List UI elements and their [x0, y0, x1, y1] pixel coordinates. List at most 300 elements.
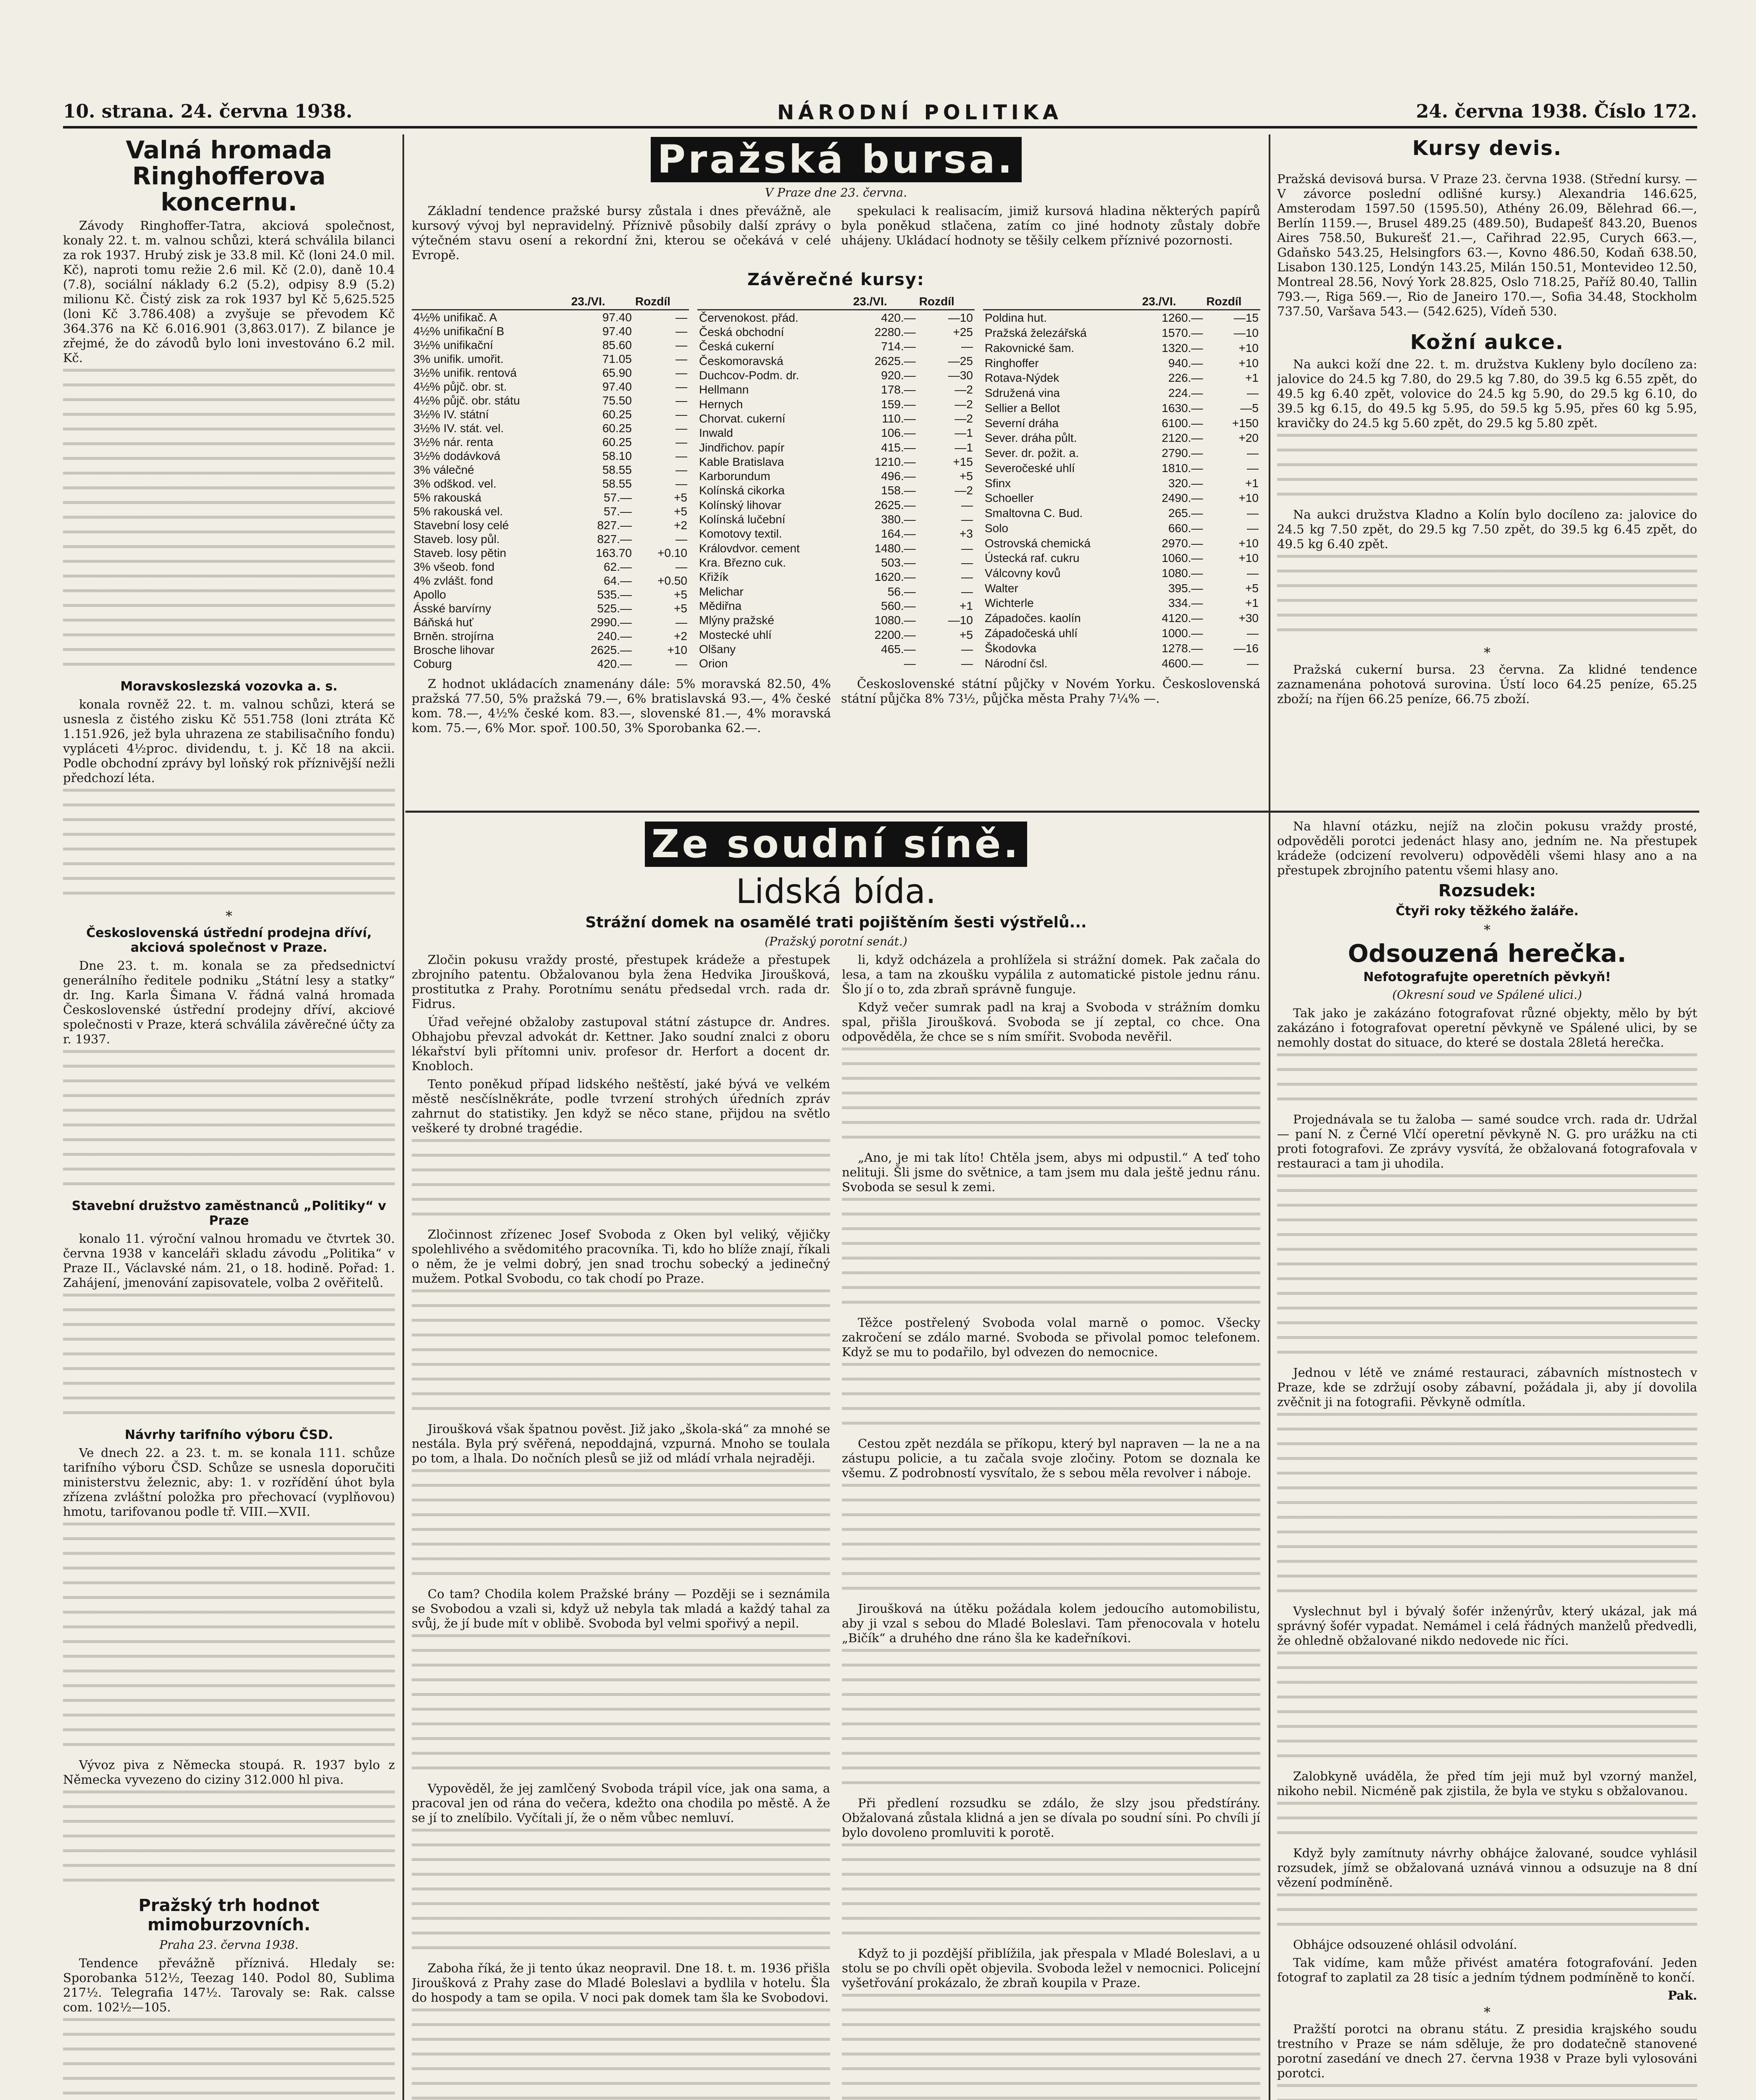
security-name: Sever. dr. požit. a.	[985, 446, 1079, 460]
security-name: Sever. dráha půlt.	[985, 431, 1077, 445]
masthead	[63, 101, 1697, 129]
quote-row	[983, 460, 1260, 475]
quote-row	[412, 615, 689, 629]
security-change: —	[676, 436, 687, 449]
security-price: 465.—	[881, 642, 916, 656]
quote-row	[697, 310, 975, 325]
security-price: 56.—	[887, 585, 916, 598]
security-change: —	[961, 541, 973, 555]
quote-row	[412, 463, 689, 477]
quote-row	[412, 518, 689, 532]
security-name: Walter	[985, 581, 1018, 595]
security-price: 97.40	[602, 311, 632, 324]
security-change: +10	[1238, 341, 1259, 354]
security-price: 714.—	[881, 340, 916, 353]
court-text: Cestou zpět nezdála se příkopu, který byl napraven — la ne a na zástupu policie, a tu začala svoje zločiny. Potom se doznala ke všemu. Z podrobností vysvítalo, že s sebou měla revolver i náboje.	[842, 1436, 1260, 1480]
security-name: 3½% unifikační	[413, 339, 493, 352]
quote-row	[697, 426, 975, 440]
security-name: Královdvor. cement	[699, 541, 800, 555]
article-text-lines	[1277, 1174, 1697, 1365]
quote-row	[983, 446, 1260, 461]
security-change: +150	[1232, 416, 1259, 430]
security-price: 1210.—	[874, 455, 916, 468]
security-change: —	[676, 616, 687, 629]
security-name: 5% rakouská	[413, 491, 481, 504]
herecka-text: Zalobkyně uváděla, že před tím jeji muž byl vzorný manžel, nikoho nebil. Nicméně pak zjistila, že byla ve styku s obžalovanou.	[1277, 1769, 1697, 1798]
article-text-lines	[1277, 555, 1697, 643]
security-name: Komotovy textil.	[699, 527, 782, 541]
security-price: 159.—	[881, 397, 916, 411]
security-name: Poldina hut.	[985, 311, 1047, 325]
vyvoz-text: Vývoz piva z Německa stoupá. R. 1937 bylo z Německa vyvezeno do ciziny 312.000 hl piva.	[63, 1758, 395, 1787]
security-name: Wichterle	[985, 596, 1034, 610]
druzstvo-heading: Stavební družstvo zaměstnanců „Politiky“ v Praze	[71, 1199, 386, 1228]
quotes-table-2	[697, 294, 975, 671]
cukr-text: Pražská cukerní bursa. 23 června. Za klidné tendence zaznamenána pohotová surovina. Ústí loco 64.25 peníze, 65.25 zboží; na říjen 66.25 peníze, 66.75 zboží.	[1277, 662, 1697, 706]
quote-row	[983, 536, 1260, 551]
moravska-heading: Moravskoslezská vozovka a. s.	[120, 679, 338, 694]
security-price: 2625.—	[874, 498, 916, 512]
quote-row	[983, 326, 1260, 341]
security-change: —	[961, 340, 973, 353]
security-change: +1	[1245, 476, 1259, 490]
quote-row	[983, 506, 1260, 521]
quote-row	[412, 310, 689, 325]
security-price: 2200.—	[874, 628, 916, 641]
article-text-lines	[412, 1289, 830, 1422]
security-change: —	[676, 560, 687, 573]
security-name: Brosche lihovar	[413, 643, 494, 656]
praha-trh-dateline: Praha 23. června 1938.	[159, 1938, 299, 1952]
security-name: 3½% unifik. rentová	[413, 366, 517, 379]
quote-row	[983, 386, 1260, 401]
security-name: Národní čsl.	[985, 656, 1048, 670]
security-price: 827.—	[597, 519, 632, 532]
security-name: 3½% IV. státní	[413, 408, 489, 421]
security-price: 4120.—	[1162, 612, 1203, 625]
quote-row	[697, 383, 975, 397]
quote-row	[983, 566, 1260, 581]
article-text-lines	[63, 369, 395, 677]
security-change: —	[1247, 446, 1259, 460]
court-section	[412, 819, 1260, 2100]
quote-row	[697, 454, 975, 469]
security-change: +5	[959, 628, 973, 641]
security-price: 380.—	[881, 513, 916, 526]
close-heading: Závěrečné kursy:	[747, 270, 925, 289]
security-name: 4½% půjč. obr. státu	[413, 394, 520, 407]
security-name: Smaltovna C. Bud.	[985, 507, 1083, 520]
security-change: +1	[1245, 596, 1259, 610]
security-change: —10	[948, 311, 973, 324]
quote-row	[983, 341, 1260, 356]
security-price: 1260.—	[1162, 311, 1203, 325]
article-text-lines	[63, 2018, 395, 2100]
herecka-text: Když byly zamítnuty návrhy obhájce žalované, soudce vyhlásil rozsudek, jímž se obžalovaná uznává vinnou a odsuzuje na 8 dní vězení podmíněně.	[1277, 1846, 1697, 1890]
security-name: 4½% unifikační B	[413, 325, 505, 338]
quote-row	[697, 541, 975, 555]
quote-row	[983, 580, 1260, 596]
court-text: Zločin pokusu vraždy prosté, přestupek krádeže a přestupek zbrojního patentu. Obžalovanou byla žena Hedvika Jiroušková, prostitutka z Prahy. Porotnímu senátu předsedal vrch. rada dr. Fidrus.	[412, 953, 830, 1011]
quote-row	[697, 325, 975, 339]
security-name: Česká obchodní	[699, 326, 784, 339]
security-change: —	[1247, 656, 1259, 670]
quote-row	[412, 421, 689, 435]
court-text: Když to ji pozdější přiblížila, jak přespala v Mladé Boleslavi, a u stolu se po chvíli opět objevila. Svoboda ležel v nemocnici. Policejní vyšetřování prokázalo, že zbraň koupila v Praze.	[842, 1946, 1260, 1990]
author-signature: Pak.	[1667, 1988, 1697, 2003]
security-change: +3	[959, 527, 973, 541]
quote-row	[697, 527, 975, 541]
security-change: —	[961, 585, 973, 598]
article-text-lines	[1277, 2084, 1697, 2100]
security-price: 60.25	[602, 408, 632, 421]
security-price: 2790.—	[1162, 446, 1203, 460]
ukladaci-text: Z hodnot ukládacích znamenány dále: 5% moravská 82.50, 4% pražská 77.50, 5% pražská 79.—, 6% bratislavská 93.—, 4% české kom. 78.—, 4½% české kom. 83.—, slovenské 81.—, 4% moravská kom. 75.—, 6% Mor. spoř. 100.50, 3% Sporobanka 62.—.	[412, 677, 831, 735]
security-change: +5	[1245, 581, 1259, 595]
security-price: 1278.—	[1162, 641, 1203, 655]
security-change: +0.10	[657, 546, 687, 559]
court-text: Při předlení rozsudku se zdálo, že slzy jsou předstírány. Obžalovaná zůstala klidná a jen se dívala po soudní síni. Po chvíli jí bylo dovoleno promluviti k porotě.	[842, 1796, 1260, 1840]
security-change: —2	[954, 397, 973, 411]
verdict-text: Na hlavní otázku, nejíž na zločin pokusu vraždy prosté, odpověděli porotci jedenáct hlasy ano, jedním ne. Na přestupek krádeže (odcizení revolveru) odpověděli všemi hlasy ano a na přestupek zbrojního patentu všemi hlasy ano.	[1277, 819, 1697, 877]
security-price: 178.—	[881, 383, 916, 396]
security-name: Báňská huť	[413, 616, 473, 629]
security-name: Orion	[699, 657, 728, 670]
security-price: 2625.—	[590, 643, 632, 656]
security-price: 97.40	[602, 380, 632, 393]
quote-row	[697, 584, 975, 598]
quote-row	[412, 601, 689, 615]
security-name: Duchcov-Podm. dr.	[699, 368, 799, 382]
quote-row	[412, 394, 689, 407]
security-name: Mostecké uhlí	[699, 628, 772, 641]
quote-row	[983, 310, 1260, 326]
court-text: Co tam? Chodila kolem Pražské brány — Později se i seznámila se Svobodou a vzali si, když už nebyla tak mladá a každý tahal za svůj, že jí bude mít v oblibě. Svoboda byl velmi spořivý a nepil.	[412, 1587, 830, 1630]
court-heading: Ze soudní síně.	[645, 822, 1028, 867]
security-price: 420.—	[881, 311, 916, 324]
security-price: 1060.—	[1162, 551, 1203, 565]
quote-row	[697, 627, 975, 642]
quote-row	[697, 411, 975, 425]
quote-row	[412, 560, 689, 574]
quote-row	[697, 440, 975, 454]
security-price: 2120.—	[1162, 431, 1203, 445]
security-price: 535.—	[597, 588, 632, 601]
article-text-lines	[63, 789, 395, 906]
devisy-heading: Kursy devis.	[1412, 136, 1562, 160]
security-name: Staveb. losy pětin	[413, 546, 507, 559]
court-column-2	[842, 953, 1260, 2100]
security-change: —	[676, 325, 687, 338]
security-change: —	[676, 463, 687, 476]
security-price: 415.—	[881, 441, 916, 454]
quote-row	[412, 435, 689, 449]
herecka-text: Tak vidíme, kam může přivést amatéra fotografování. Jeden fotograf to zaplatil za 28 tisíc a jedním týdnem podmíněně to končí.	[1277, 1956, 1697, 1984]
security-price: 97.40	[602, 325, 632, 338]
security-name: Staveb. losy půl.	[413, 533, 500, 546]
security-price: 503.—	[881, 556, 916, 570]
security-name: Hernych	[699, 397, 743, 411]
security-name: Sfinx	[985, 476, 1011, 490]
lesy-heading: Československá ústřední prodejna dříví, akciová společnost v Praze.	[86, 926, 372, 955]
col-diff: Rozdíl	[634, 294, 689, 310]
security-name: Schoeller	[985, 491, 1034, 505]
article-text-lines	[63, 1050, 395, 1197]
security-name: 4% zvlášt. fond	[413, 574, 493, 587]
security-price: 62.—	[604, 560, 632, 573]
quote-row	[983, 520, 1260, 536]
quote-row	[412, 643, 689, 657]
quote-row	[983, 370, 1260, 386]
security-change: —	[961, 570, 973, 584]
article-text-lines	[63, 1790, 395, 1893]
security-price: 6100.—	[1162, 416, 1203, 430]
security-name: 3% unifik. umořit.	[413, 352, 504, 365]
issue-date: 24. června 1938. Číslo 172.	[1416, 101, 1697, 122]
security-name: 3½% IV. stát. vel.	[413, 422, 504, 435]
lesy-text: Dne 23. t. m. konala se za předsednictví generálního ředitele podniku „Státní lesy a statky“ dr. Ing. Karla Šimana V. řádná valná hromada Československé ústřední prodejny dříví, akciové společnosti v Praze, která schválila závěrečné účty za r. 1937.	[63, 958, 395, 1046]
security-change: +5	[674, 491, 687, 504]
security-change: —1	[954, 441, 973, 454]
security-price: 827.—	[597, 533, 632, 546]
security-change: —	[1247, 507, 1259, 520]
quote-row	[412, 574, 689, 588]
quote-row	[412, 380, 689, 394]
security-change: —	[676, 394, 687, 407]
bursa-dateline: V Praze dne 23. června.	[765, 186, 907, 200]
quote-row	[412, 338, 689, 352]
rozsudek-heading: Rozsudek:	[1438, 881, 1536, 900]
security-change: —	[676, 533, 687, 546]
security-price: 58.10	[602, 449, 632, 462]
herecka-text: Projednávala se tu žaloba — samé soudce vrch. rada dr. Udržal — paní N. z Černé Vlčí operetní pěvkyně N. G. pro urážku na cti proti fotografovi. Ze zprávy vysvítá, že obžalovaná fotografovala v restauraci a tam ji uhodila.	[1277, 1112, 1697, 1171]
quote-row	[412, 407, 689, 421]
druzstvo-text: konalo 11. výroční valnou hromadu ve čtvrtek 30. června 1938 v kanceláři skladu závodu „Politika“ v Praze II., Václavské nám. 21, o 18. hodině. Pořad: 1. Zahájení, jmenování zapisovatele, volba 2 ověřitelů.	[63, 1231, 395, 1290]
col-date: 23./VI.	[852, 294, 917, 310]
security-change: +25	[953, 326, 973, 339]
quote-row	[412, 477, 689, 491]
security-price: 58.55	[602, 477, 632, 490]
quote-row	[697, 570, 975, 584]
quote-row	[412, 352, 689, 366]
article-text-lines	[63, 1522, 395, 1758]
security-price: 64.—	[604, 574, 632, 587]
section-rule	[405, 811, 1699, 813]
col-date: 23./VI.	[570, 294, 634, 310]
court-text: Zločinnost zřízenec Josef Svoboda z Oken byl veliký, vějičky spolehlivého a svědomitého pracovníka. Ti, kdo ho blíže znají, říkali o něm, že je velmi dobrý, jen snad trochu sobecký a jedinečný mužem. Potkal Svobodu, co tak chodí po Praze.	[412, 1227, 830, 1286]
security-change: —	[676, 422, 687, 435]
article-text-lines	[842, 1363, 1260, 1436]
security-price: 1080.—	[874, 614, 916, 627]
security-name: Rotava-Nýdek	[985, 371, 1059, 385]
security-price: 2490.—	[1162, 491, 1203, 505]
security-name: Inwald	[699, 426, 733, 440]
security-change: —2	[954, 383, 973, 396]
security-change: +2	[674, 630, 687, 643]
security-price: 158.—	[881, 484, 916, 497]
tarif-text: Ve dnech 22. a 23. t. m. se konala 111. schůze tarifního výboru ČSD. Schůze se usnesla doporučiti ministerstvu železnic, aby: 1. v rozřídění úhot byla zřízena zvláštní položka pro přechovací (vyplňovou) hmotu, tarifovanou podle tř. VIII.—XVII.	[63, 1446, 395, 1519]
security-price: 320.—	[1168, 476, 1203, 490]
security-name: Solo	[985, 521, 1009, 535]
quote-row	[697, 354, 975, 368]
security-change: —	[961, 642, 973, 656]
security-price: 75.50	[602, 394, 632, 407]
security-price: 226.—	[1168, 371, 1203, 385]
security-name: Jindřichov. papír	[699, 441, 785, 454]
security-change: —2	[954, 484, 973, 497]
separator-star: *	[1484, 2004, 1490, 2020]
article-text-lines	[412, 2008, 830, 2100]
security-price: 65.90	[602, 366, 632, 379]
security-name: 3% všeob. fond	[413, 560, 495, 573]
court-text: „Ano, je mi tak líto! Chtěla jsem, abys mi odpustil.“ A teď toho nelituji. Šli jsme do světnice, a tam jsem mu dala ještě jednu ránu. Svoboda se sesul k zemi.	[842, 1150, 1260, 1194]
praha-trh-text: Tendence převážně příznivá. Hledaly se: Sporobanka 512½, Teezag 140. Podol 80, Sublima 217½. Telegrafia 147½. Tarovaly se: Rak. calsse com. 102½—105.	[63, 1956, 395, 2014]
quote-row	[697, 613, 975, 627]
quote-row	[983, 626, 1260, 641]
article-text-lines	[842, 1484, 1260, 1601]
porota-text: Pražští porotci na obranu státu. Z presidia krajského soudu trestního v Praze se nám sděluje, že pro dodatečně stanovené porotní zasedání ve dnech 27. června 1938 v Praze byli vylosováni porotci.	[1277, 2022, 1697, 2080]
security-change: —	[1247, 521, 1259, 535]
quote-row	[412, 491, 689, 504]
article-text-lines	[842, 1843, 1260, 1946]
quote-row	[412, 588, 689, 601]
quote-row	[983, 355, 1260, 370]
security-price: 496.—	[881, 470, 916, 483]
security-name: Kolínská cikorka	[699, 484, 785, 497]
court-text: Když večer sumrak padl na kraj a Svoboda v strážním domku spal, přišla Jiroušková. Svoboda se jí zeptal, co chce. Ona odpověděla, že chce se s ním smířit. Svoboda nevěřil.	[842, 1000, 1260, 1044]
security-change: +20	[1238, 431, 1259, 445]
herecka-text: Obhájce odsouzené ohlásil odvolání.	[1293, 1937, 1517, 1952]
security-name: Mědiřna	[699, 599, 742, 612]
security-name: Západočes. kaolín	[985, 612, 1081, 625]
quote-row	[697, 555, 975, 570]
lidska-bida-heading: Lidská bída.	[736, 872, 936, 911]
security-change: +10	[1238, 491, 1259, 505]
security-name: Kra. Březno cuk.	[699, 556, 786, 570]
security-price: 85.60	[602, 339, 632, 352]
security-name: Hellmann	[699, 383, 749, 396]
security-price: 110.—	[882, 412, 916, 425]
security-name: Válcovny kovů	[985, 566, 1061, 580]
left-column	[63, 134, 395, 2100]
quote-row	[697, 469, 975, 483]
security-name: 5% rakouská vel.	[413, 505, 503, 518]
court-text: Tento poněkud případ lidského neštěstí, jaké bývá ve velkém městě nesčíslněkráte, podle tvrzení strohých úředních zpráv zahrnut do statistiky. Jen když se něco stane, přijdou na světlo veškeré ty drobné tragédie.	[412, 1077, 830, 1135]
security-price: 1810.—	[1162, 461, 1203, 475]
security-change: —	[1247, 626, 1259, 640]
ringhoffer-text: Závody Ringhoffer-Tatra, akciová společnost, konaly 22. t. m. valnou schůzi, která schválila bilanci za rok 1937. Hrubý zisk je 33.8 mil. Kč (loni 24.0 mil. Kč), naproti tomu režie 2.6 mil. Kč (2.0), daně 10.4 (7.8), sociální náklady 6.2 (5.2), odpisy 8.9 (5.2) milionu Kč. Čistý zisk za rok 1937 byl Kč 5,625.525 (loni Kč 3.786.408) a zvyšuje se převodem Kč 364.376 na Kč 6.016.901 (3,863.017). Z bilance je zřejmé, že do závodů bylo loni investováno 6.2 mil. Kč.	[63, 218, 395, 365]
security-name: Severočeské uhlí	[985, 461, 1075, 475]
security-name: 4½% půjč. obr. st.	[413, 380, 507, 393]
quote-row	[697, 512, 975, 526]
article-text-lines	[842, 1649, 1260, 1796]
security-price: 2990.—	[590, 616, 632, 629]
herecka-text: Jednou v létě ve známé restauraci, zábavních místnostech v Praze, kde se zdržují osoby zábavní, požádala ji, aby jí dovolila zvěčnit ji na fotografii. Pěvkyně odmítla.	[1277, 1365, 1697, 1409]
devisy-text: Pražská devisová bursa. V Praze 23. června 1938. (Střední kursy. — V závorce poslední odlišné kursy.) Alexandria 146.625, Amsterodam 1597.50 (1595.50), Athény 26.09, Bělehrad 66.—, Berlín 1159.—, Brusel 489.25 (489.50), Budapešť 843.20, Buenos Aires 758.50, Bukurešť 21.—, Cařihrad 22.95, Curych 663.—, Gdaňsko 543.25, Helsingfors 63.—, Kovno 486.50, Kodaň 638.50, Lisabon 130.125, Londýn 143.25, Milán 150.51, Montevideo 12.50, Montreal 28.56, Nový York 28.825, Oslo 718.25, Paříž 80.40, Tallin 793.—, Riga 569.—, Rio de Janeiro 170.—, Sofia 34.48, Stockholm 737.50, Varšava 543.— (542.625), Vídeň 530.	[1277, 172, 1697, 318]
security-name: Škodovka	[985, 641, 1036, 655]
security-change: —	[676, 311, 687, 324]
lidska-bida-subheading: Strážní domek na osamělé trati pojištěním šesti výstřelů...	[585, 914, 1087, 931]
security-name: Kolínská lučební	[699, 513, 786, 526]
security-change: —25	[948, 354, 973, 368]
quote-row	[697, 483, 975, 498]
article-text-lines	[842, 1198, 1260, 1315]
devisy-section	[1277, 134, 1697, 806]
security-change: —	[676, 408, 687, 421]
security-price: 60.25	[602, 436, 632, 449]
security-change: —	[676, 449, 687, 462]
security-name: Melichar	[699, 585, 744, 598]
security-price: 395.—	[1168, 581, 1203, 595]
security-price: 1000.—	[1162, 626, 1203, 640]
security-change: —10	[1233, 326, 1259, 340]
security-price: —	[904, 657, 916, 670]
herecka-text: Tak jako je zakázáno fotografovat různé objekty, mělo by být zakázáno i fotografovat operetní pěvkyně ve Spálené ulici, by se nemohly dostat do situace, do které se dostala 28letá herečka.	[1277, 1006, 1697, 1050]
col-diff: Rozdíl	[917, 294, 975, 310]
security-price: 163.70	[596, 546, 632, 559]
security-change: —	[961, 556, 973, 570]
security-price: 1620.—	[874, 570, 916, 584]
security-price: 660.—	[1168, 521, 1203, 535]
quote-row	[697, 656, 975, 671]
security-name: Ásské barvírny	[413, 602, 492, 615]
security-name: Sdružená vina	[985, 386, 1060, 400]
col-date: 23./VI.	[1141, 294, 1205, 310]
security-name: Stavební losy celé	[413, 519, 509, 532]
court-text: Úřad veřejné obžaloby zastupoval státní zástupce dr. Andres. Obhajobu převzal advokát dr. Kettner. Jako soudní znalci z oboru lékařství byli přítomni univ. profesor dr. Herfort a docent dr. Knobloch.	[412, 1015, 830, 1073]
ringhoffer-heading: Valná hromada Ringhofferova koncernu.	[126, 136, 332, 216]
article-text-lines	[63, 1294, 395, 1426]
security-name: Ringhoffer	[985, 356, 1039, 370]
column-rule	[402, 134, 404, 2100]
security-change: —15	[1233, 311, 1259, 325]
quote-row	[983, 401, 1260, 416]
security-change: —	[1247, 461, 1259, 475]
security-change: —	[676, 477, 687, 490]
quote-row	[412, 546, 689, 560]
separator-star: *	[226, 908, 232, 924]
quote-row	[412, 657, 689, 671]
kozni-text: Na aukci koží dne 22. t. m. družstva Kukleny bylo docíleno za: jalovice do 24.5 kg 7.80, do 29.5 kg 7.80, do 39.5 kg 6.55 zpět, do 49.5 kg 6.40 zpět, volovice do 24.5 kg 5.90, do 29.5 kg 6.10, do 39.5 kg 6.15, do 49.5 kg 5.95, do 59.5 kg 5.95, přes 60 kg 5.95, kravičky do 24.5 kg 5.60 zpět, do 29.5 kg 5.80 zpět.	[1277, 357, 1697, 430]
security-change: —16	[1233, 641, 1259, 655]
lidska-bida-court: (Pražský porotní senát.)	[765, 934, 907, 948]
security-price: 224.—	[1168, 386, 1203, 400]
security-change: —1	[954, 426, 973, 440]
security-change: —	[1247, 386, 1259, 400]
security-change: +10	[1238, 551, 1259, 565]
quote-row	[983, 596, 1260, 611]
right-bottom-column	[1277, 819, 1697, 2100]
court-text: Vypověděl, že jej zamlčený Svoboda trápil více, jak ona sama, a pracoval jen od rána do večera, kdežto ona chodila po městě. A že se jí to znelíbilo. Vyčítali jí, že o něm vůbec nemluví.	[412, 1781, 830, 1825]
court-text: Jiroušková na útěku požádala kolem jedoucího automobilistu, aby ji vzal s sebou do Mladé Boleslavi. Tam přenocovala v hotelu „Bičík“ a druhého dne ráno šla ke kadeřníkovi.	[842, 1601, 1260, 1645]
security-change: —	[676, 339, 687, 352]
security-name: Pražská železářská	[985, 326, 1087, 340]
security-name: Karborundum	[699, 470, 770, 483]
security-name: Kolínský lihovar	[699, 498, 782, 512]
security-name: 3% válečné	[413, 463, 474, 476]
security-name: Ústecká raf. cukru	[985, 551, 1080, 565]
security-change: —	[676, 380, 687, 393]
security-price: 2625.—	[874, 354, 916, 368]
security-price: 1570.—	[1162, 326, 1203, 340]
security-name: Severní dráha	[985, 416, 1059, 430]
quote-row	[412, 532, 689, 546]
security-name: 3½% dodávková	[413, 449, 501, 462]
quote-row	[697, 397, 975, 411]
praha-trh-heading: Pražský trh hodnot mimoburzovních.	[138, 1896, 320, 1935]
security-change: +5	[674, 588, 687, 601]
article-text-lines	[1277, 1651, 1697, 1769]
